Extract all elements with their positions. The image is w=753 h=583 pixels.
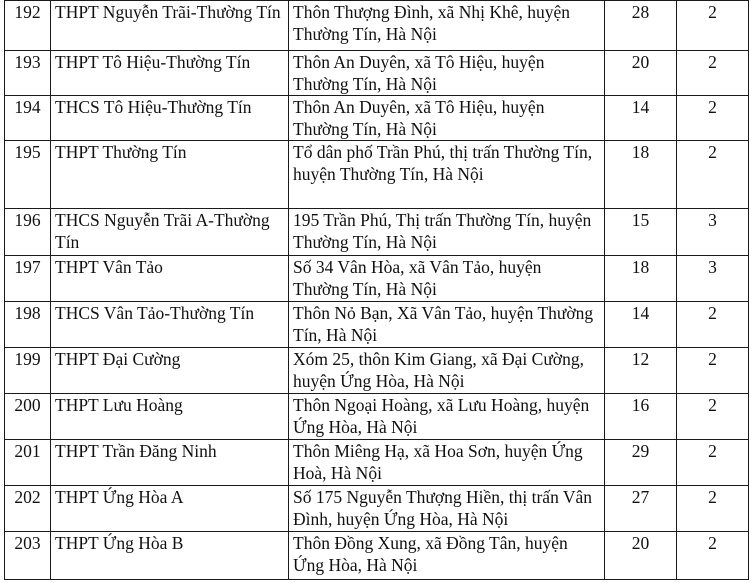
- value-col5: 2: [677, 96, 749, 141]
- value-col5: 2: [677, 532, 749, 580]
- row-number: 203: [5, 532, 51, 580]
- school-address: Số 34 Vân Hòa, xã Vân Tảo, huyện Thường Tín, Hà Nội: [289, 256, 605, 302]
- value-col5: 2: [677, 348, 749, 394]
- school-name: THCS Vân Tảo-Thường Tín: [51, 302, 289, 348]
- school-name: THPT Đại Cường: [51, 348, 289, 394]
- school-address: Thôn Miêng Hạ, xã Hoa Sơn, huyện Ứng Hoà, Hà Nội: [289, 440, 605, 486]
- school-name: THPT Nguyễn Trãi-Thường Tín: [51, 1, 289, 51]
- school-name: THPT Trần Đăng Ninh: [51, 440, 289, 486]
- table-row: [5, 96, 749, 141]
- row-number: 198: [5, 302, 51, 348]
- row-number: 201: [5, 440, 51, 486]
- value-col5: 2: [677, 51, 749, 96]
- value-col5: 2: [677, 394, 749, 440]
- value-col4: 18: [605, 256, 677, 302]
- table-row: [5, 486, 749, 532]
- value-col4: 20: [605, 532, 677, 580]
- value-col4: 16: [605, 394, 677, 440]
- value-col4: 27: [605, 486, 677, 532]
- value-col5: 2: [677, 486, 749, 532]
- school-address: Thôn An Duyên, xã Tô Hiệu, huyện Thường Tín, Hà Nội: [289, 51, 605, 96]
- row-number: 196: [5, 209, 51, 256]
- row-number: 195: [5, 141, 51, 209]
- school-address: Tổ dân phố Trần Phú, thị trấn Thường Tín, huyện Thường Tín, Hà Nội: [289, 141, 605, 209]
- value-col4: 15: [605, 209, 677, 256]
- table-row: [5, 348, 749, 394]
- schools-table: [4, 0, 749, 580]
- value-col5: 2: [677, 302, 749, 348]
- school-name: THPT Tô Hiệu-Thường Tín: [51, 51, 289, 96]
- row-number: 200: [5, 394, 51, 440]
- value-col4: 12: [605, 348, 677, 394]
- value-col4: 29: [605, 440, 677, 486]
- value-col5: 3: [677, 256, 749, 302]
- table-row: [5, 1, 749, 51]
- school-address: Thôn Nỏ Bạn, Xã Vân Tảo, huyện Thường Tín, Hà Nội: [289, 302, 605, 348]
- row-number: 192: [5, 1, 51, 51]
- table-row: [5, 440, 749, 486]
- value-col4: 28: [605, 1, 677, 51]
- table-row: [5, 209, 749, 256]
- row-number: 193: [5, 51, 51, 96]
- table-row: [5, 394, 749, 440]
- school-name: THPT Ứng Hòa A: [51, 486, 289, 532]
- row-number: 194: [5, 96, 51, 141]
- school-address: Thôn Ngoại Hoàng, xã Lưu Hoàng, huyện Ứng Hòa, Hà Nội: [289, 394, 605, 440]
- value-col5: 2: [677, 141, 749, 209]
- value-col4: 18: [605, 141, 677, 209]
- row-number: 199: [5, 348, 51, 394]
- table-row: [5, 302, 749, 348]
- school-name: THPT Ứng Hòa B: [51, 532, 289, 580]
- table-row: [5, 532, 749, 580]
- school-address: Số 175 Nguyễn Thượng Hiền, thị trấn Vân Đình, huyện Ứng Hòa, Hà Nội: [289, 486, 605, 532]
- school-address: Thôn Thượng Đình, xã Nhị Khê, huyện Thường Tín, Hà Nội: [289, 1, 605, 51]
- school-name: THPT Lưu Hoàng: [51, 394, 289, 440]
- table-row: [5, 256, 749, 302]
- school-name: THCS Tô Hiệu-Thường Tín: [51, 96, 289, 141]
- school-address: Xóm 25, thôn Kim Giang, xã Đại Cường, huyện Ứng Hòa, Hà Nội: [289, 348, 605, 394]
- value-col5: 2: [677, 440, 749, 486]
- row-number: 202: [5, 486, 51, 532]
- value-col5: 2: [677, 1, 749, 51]
- school-address: Thôn An Duyên, xã Tô Hiệu, huyện Thường Tín, Hà Nội: [289, 96, 605, 141]
- table-row: [5, 51, 749, 96]
- school-name: THPT Thường Tín: [51, 141, 289, 209]
- table-row: [5, 141, 749, 209]
- school-name: THCS Nguyễn Trãi A-Thường Tín: [51, 209, 289, 256]
- value-col4: 14: [605, 96, 677, 141]
- school-address: Thôn Đồng Xung, xã Đồng Tân, huyện Ứng Hòa, Hà Nội: [289, 532, 605, 580]
- value-col4: 14: [605, 302, 677, 348]
- value-col5: 3: [677, 209, 749, 256]
- row-number: 197: [5, 256, 51, 302]
- school-name: THPT Vân Tảo: [51, 256, 289, 302]
- school-address: 195 Trần Phú, Thị trấn Thường Tín, huyện Thường Tín, Hà Nội: [289, 209, 605, 256]
- value-col4: 20: [605, 51, 677, 96]
